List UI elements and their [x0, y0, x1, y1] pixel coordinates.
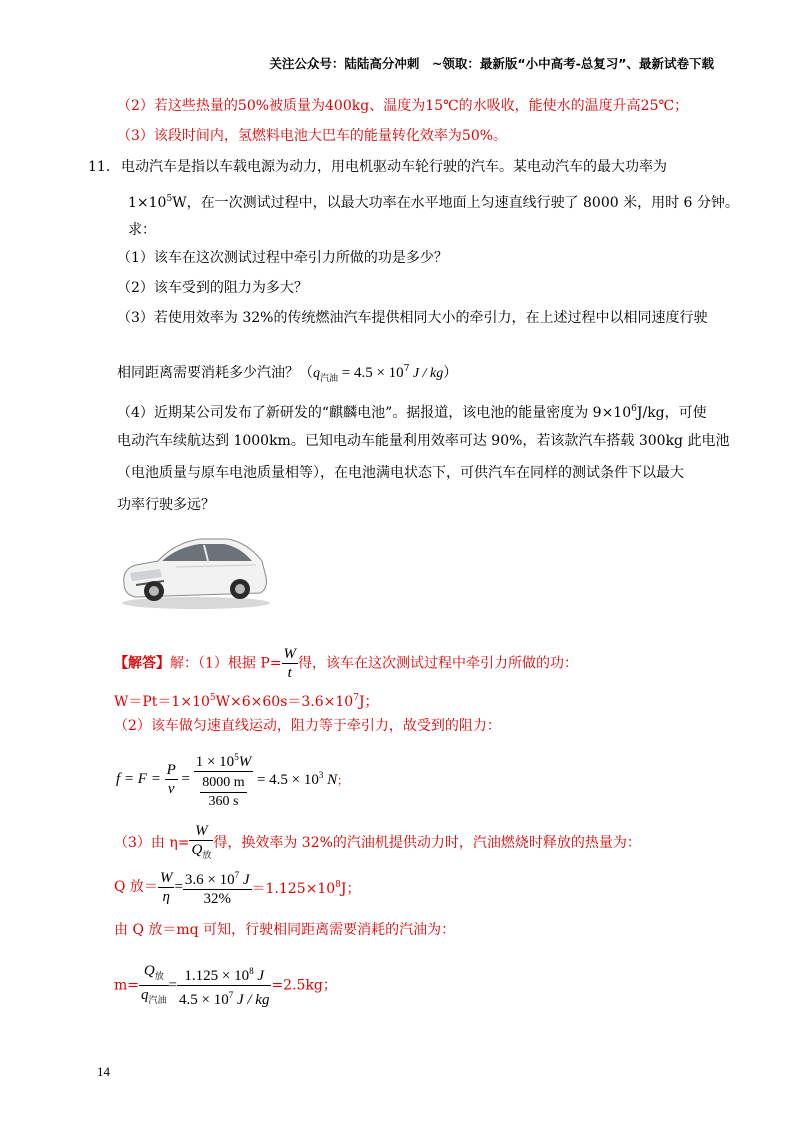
q3-text: 相同距离需要消耗多少汽油？（: [117, 365, 313, 381]
a2-num-unit: W: [238, 754, 252, 770]
a3-calc-den1: η: [162, 888, 170, 905]
a2-result-unit: N: [323, 772, 338, 788]
a3-m-den1-wrap: [139, 986, 169, 1009]
a2-num-pre: 1 × 10: [195, 754, 235, 770]
a3-den: Q: [191, 842, 203, 858]
a3-calc-lhs: Q 放＝: [114, 879, 158, 895]
a3-calc-result: [252, 881, 361, 897]
a2-result-end: ；: [337, 775, 349, 787]
a3-calc-den2: 32%: [203, 891, 231, 907]
a3-m-eq: =: [168, 977, 177, 994]
q3-formula-sub: 汽油: [320, 373, 339, 383]
a2-lhs: f = F =: [116, 771, 161, 787]
prev-answer-line-2: （2）若这些热量的50%被质量为400kg、温度为15℃的水吸收，能使水的温度升高25℃；: [117, 98, 689, 114]
a3-pre: （3）由 η=: [114, 835, 190, 851]
a2-inner-frac: [200, 774, 246, 811]
a1-den: t: [287, 665, 292, 681]
a3-den-sub: 放: [202, 850, 212, 860]
a3-den-wrap: [189, 841, 213, 864]
page-number: 14: [97, 1064, 110, 1079]
a2-v: v: [167, 781, 175, 797]
q3-formula-exp: 7: [403, 364, 410, 374]
a3-calc-eq: =: [174, 879, 183, 895]
prev-answer-line-3: （3）该段时间内，氢燃料电池大巴车的能量转化效率为50%。: [117, 128, 508, 144]
page-header: 关注公众号：陆陆高分冲刺 ~领取：最新版“小中高考-总复习”、最新试卷下载: [269, 56, 714, 71]
stem-2-pre: 1×10: [128, 195, 167, 211]
question-number: 11.: [88, 159, 111, 175]
a1-num: W: [283, 646, 297, 662]
a3-m-lhs: m=: [114, 977, 140, 994]
q4-exp: 6: [631, 404, 637, 414]
a3-calc-num2-unit: J: [239, 872, 250, 888]
a3-fraction: [189, 822, 213, 864]
a3-calc-num2: [183, 866, 252, 890]
question-stem-2: [128, 189, 739, 213]
a2-frac-big-den: [194, 772, 253, 811]
a2-frac-pv: [165, 761, 178, 798]
answer-line-2: [114, 688, 379, 712]
a3-m-num2-unit: J: [253, 968, 265, 984]
a3-m-frac1: [139, 962, 169, 1009]
answer-line-m: [114, 962, 337, 1009]
a1-calc-mid: W×6×60s＝3.6×10: [215, 694, 354, 710]
question-part-1: （1）该车在这次测试过程中牵引力所做的功是多少？: [117, 250, 448, 266]
a3-calc-res-post: J；: [340, 881, 361, 897]
a3-m-result: =2.5kg；: [271, 977, 337, 994]
a3-m-frac2: [177, 962, 271, 1009]
q3-formula-q: q: [313, 366, 320, 381]
a3-m-den1-sub: 汽油: [148, 995, 167, 1005]
a3-m-num1: Q: [143, 963, 155, 979]
a1-fraction: [282, 645, 299, 682]
a3-m-num1-wrap: [139, 962, 169, 986]
a3-calc-frac2: [183, 866, 252, 908]
q3-formula-val: = 4.5 × 10: [338, 365, 404, 381]
a2-result-exp: 3: [318, 770, 324, 780]
a3-calc-num1: W: [159, 869, 173, 886]
a3-calc-res-exp: 8: [335, 880, 341, 890]
q3-close: ）: [443, 365, 458, 381]
a3-m-den2-unit: J / kg: [233, 992, 270, 1008]
a3-calc-frac1: [158, 869, 175, 906]
a2-eq: =: [181, 771, 190, 787]
a1-pre: 解：（1）根据 P=: [170, 655, 282, 672]
a3-m-den1: q: [141, 987, 149, 1003]
question-part-3-line-2: [117, 359, 457, 388]
a3-m-den2-exp: 7: [228, 990, 234, 1000]
answer-tag: 【解答】: [114, 655, 170, 672]
a3-calc-num2-pre: 3.6 × 10: [184, 872, 235, 888]
a1-calc-exp2: 7: [353, 693, 359, 703]
q4-pre: （4）近期某公司发布了新研发的“麒麟电池”。据报道，该电池的能量密度为 9×10: [117, 405, 632, 421]
answer-line-1: [114, 645, 578, 682]
question-part-3-line-1: （3）若使用效率为 32%的传统燃油汽车提供相同大小的牵引力，在上述过程中以相同速度行驶: [117, 310, 708, 326]
answer-line-3: （2）该车做匀速直线运动，阻力等于牵引力，故受到的阻力：: [114, 718, 501, 734]
a3-m-den2-pre: 4.5 × 10: [179, 992, 229, 1008]
question-part-4-line-2: 电动汽车续航达到 1000km。已知电动车能量利用效率可达 90%，若该款汽车搭载 300kg 此电池: [117, 433, 730, 449]
a3-m-den2: [177, 986, 271, 1009]
a1-post: 得，该车在这次测试过程中牵引力所做的功：: [298, 655, 579, 672]
question-stem-1: 电动汽车是指以车载电源为动力，用电机驱动车轮行驶的汽车。某电动汽车的最大功率为: [121, 159, 667, 175]
a3-m-num2: [177, 962, 271, 986]
a2-frac-big: [194, 748, 253, 811]
a1-calc-pre: W＝Pt＝1×10: [114, 694, 210, 710]
stem-2-exp: 5: [166, 194, 173, 204]
a3-post: 得，换效率为 32%的汽油机提供动力时，汽油燃烧时释放的热量为：: [213, 835, 641, 851]
stem-2-post: W，在一次测试过程中，以最大功率在水平地面上匀速直线行驶了 8000 米，用时 6 分钟。: [172, 195, 739, 211]
car-illustration: [116, 521, 272, 611]
a3-calc-res-pre: ＝1.125×10: [251, 881, 336, 897]
a2-p: P: [166, 762, 176, 778]
a3-m-num1-sub: 放: [154, 971, 164, 981]
answer-line-eta: [114, 822, 641, 864]
q4-post: J/kg，可使: [636, 405, 707, 421]
a3-calc-num2-exp: 7: [234, 870, 240, 880]
answer-formula-friction: [116, 748, 348, 811]
question-stem-3: 求：: [128, 222, 156, 238]
a2-frac-big-num: [194, 748, 253, 772]
question-part-4-line-3: （电池质量与原车电池质量相等），在电池满电状态下，可供汽车在同样的测试条件下以最大: [117, 465, 684, 481]
q3-formula-unit: J / kg: [409, 366, 444, 381]
question-part-2: （2）该车受到的阻力为多大？: [117, 280, 308, 296]
a1-calc-exp1: 5: [209, 693, 216, 703]
answer-line-q: [114, 866, 361, 908]
a3-m-num2-pre: 1.125 × 10: [184, 968, 250, 984]
a3-num: W: [189, 822, 213, 841]
a3-m-num2-exp: 8: [249, 966, 254, 976]
a1-calc-post: J；: [358, 694, 379, 710]
a2-num-exp: 5: [234, 752, 239, 762]
a2-den-den: 360 s: [208, 794, 239, 809]
a2-den-num: 8000 m: [200, 774, 246, 793]
question-part-4-line-4: 功率行驶多远？: [117, 497, 215, 513]
question-part-4-line-1: [117, 399, 707, 423]
answer-line-m-text: 由 Q 放＝mq 可知，行驶相同距离需要消耗的汽油为：: [114, 922, 456, 938]
a2-result-pre: = 4.5 × 10: [256, 772, 319, 788]
a2-result: [257, 772, 348, 788]
